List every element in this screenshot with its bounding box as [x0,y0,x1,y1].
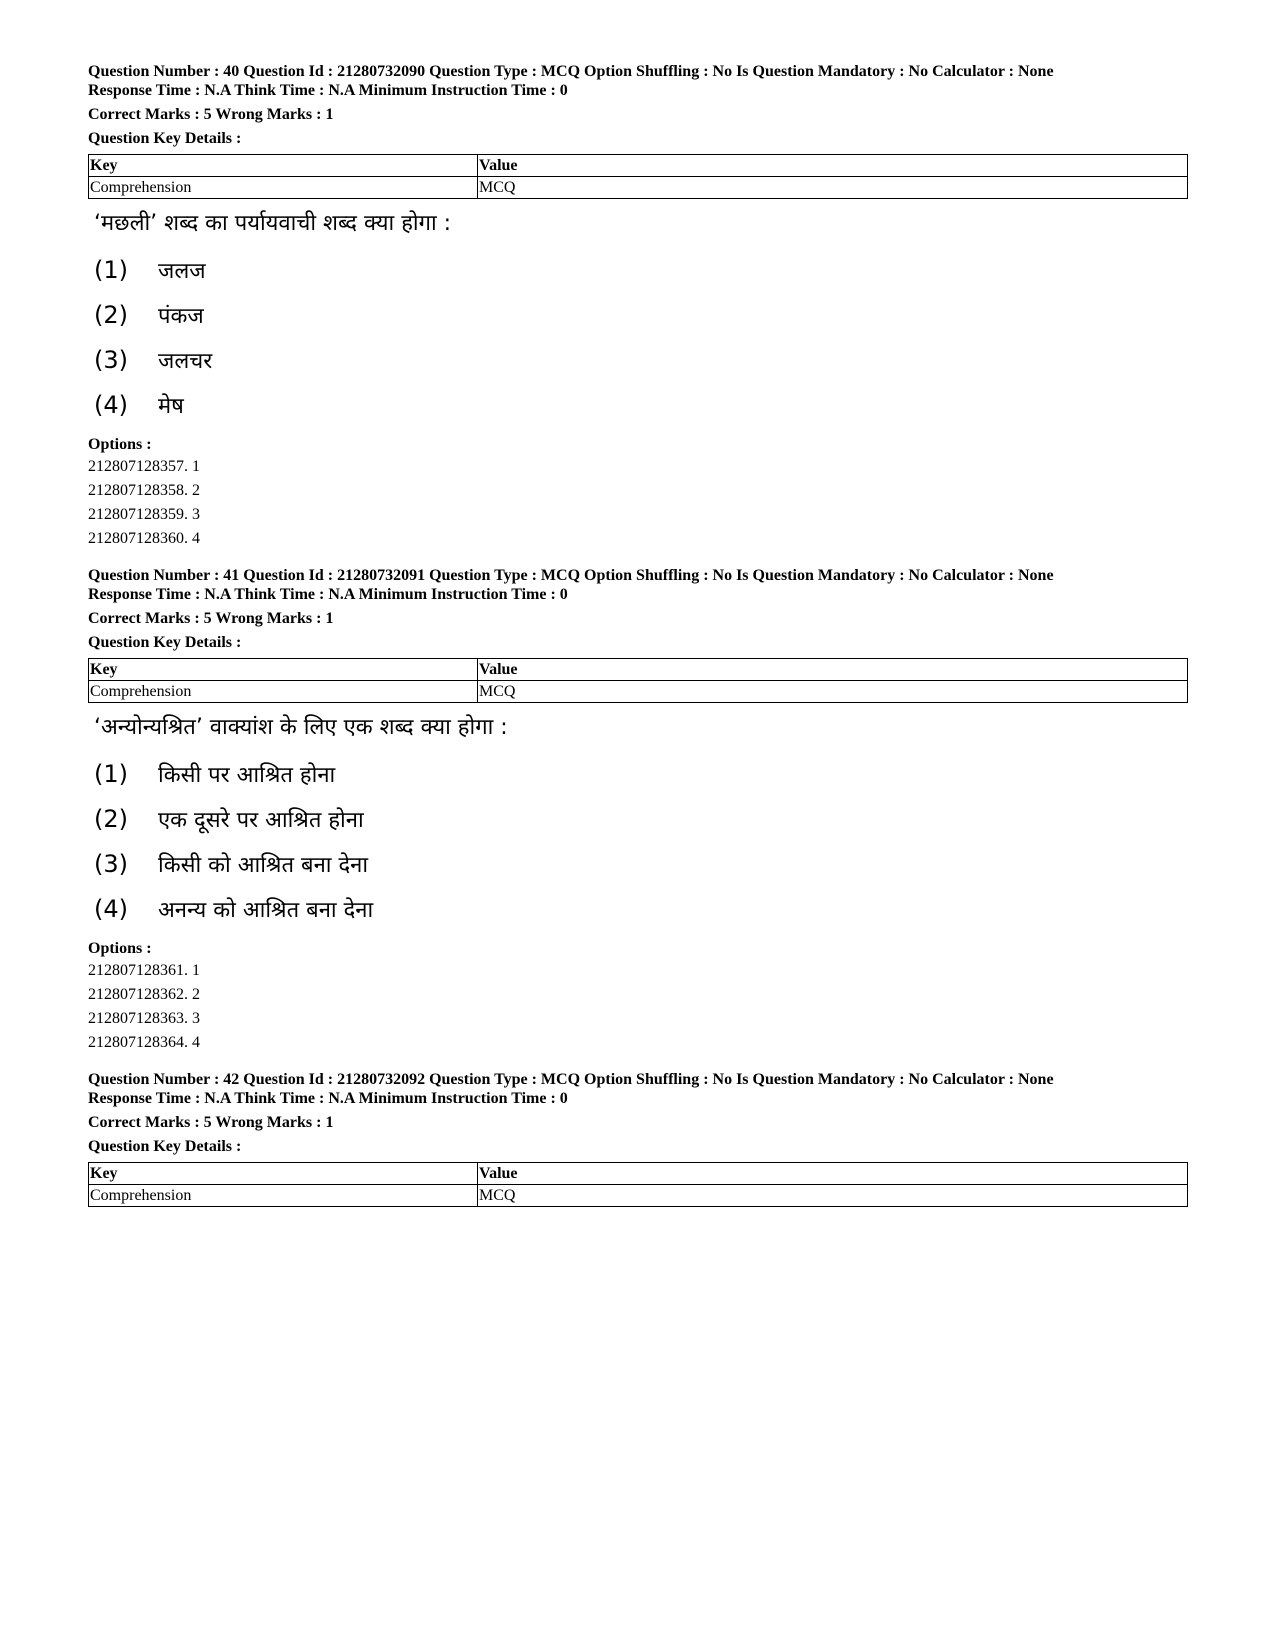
choice-number: (3) [94,345,128,374]
options-label: Options : [88,436,152,453]
choice-text: मेष [158,393,184,419]
question-marks-line: Correct Marks : 5 Wrong Marks : 1 [88,610,334,627]
question-key-details-label: Question Key Details : [88,1138,242,1155]
choice-text: पंकज [158,303,204,329]
question-timing-line: Response Time : N.A Think Time : N.A Minimum Instruction Time : 0 [88,82,568,99]
table-cell-key: Comprehension [89,177,478,199]
table-header-row [89,659,1188,681]
choice-item [94,841,1188,886]
question-block-42 [88,1070,1188,1207]
choice-number: (4) [94,894,128,923]
choice-text: जलचर [158,348,213,374]
option-line: 212807128363. 3 [88,1010,200,1027]
question-marks-line: Correct Marks : 5 Wrong Marks : 1 [88,1114,334,1131]
choice-item [94,382,1188,427]
table-header-key: Key [89,659,478,681]
question-meta-line: Question Number : 40 Question Id : 21280732090 Question Type : MCQ Option Shuffling : No Is Question Mandatory : No Calculator : None [88,63,1054,80]
table-header-value: Value [478,1163,1188,1185]
choice-item [94,886,1188,931]
option-line: 212807128358. 2 [88,482,200,499]
table-row [89,681,1188,703]
question-key-table [88,1162,1188,1207]
table-cell-value: MCQ [478,681,1188,703]
choice-number: (1) [94,255,128,284]
question-meta-line: Question Number : 42 Question Id : 21280732092 Question Type : MCQ Option Shuffling : No Is Question Mandatory : No Calculator : None [88,1071,1054,1088]
table-header-key: Key [89,155,478,177]
choice-number: (2) [94,804,128,833]
table-header-value: Value [478,155,1188,177]
question-stem: ‘अन्योन्यश्रित’ वाक्यांश के लिए एक शब्द क्या होगा : [94,715,508,740]
question-block-40 [88,62,1188,551]
choice-number: (1) [94,759,128,788]
choice-item [94,337,1188,382]
choice-number: (3) [94,849,128,878]
table-cell-value: MCQ [478,177,1188,199]
table-row [89,1185,1188,1207]
question-stem: ‘मछली’ शब्द का पर्यायवाची शब्द क्या होगा : [94,211,452,236]
choice-text: किसी पर आश्रित होना [158,762,336,788]
table-header-key: Key [89,1163,478,1185]
table-cell-value: MCQ [478,1185,1188,1207]
choice-text: अनन्य को आश्रित बना देना [158,897,374,923]
table-cell-key: Comprehension [89,1185,478,1207]
option-line: 212807128360. 4 [88,530,200,547]
choice-number: (2) [94,300,128,329]
options-label: Options : [88,940,152,957]
option-line: 212807128361. 1 [88,962,200,979]
option-line: 212807128357. 1 [88,458,200,475]
choice-text: जलज [158,258,206,284]
option-line: 212807128364. 4 [88,1034,200,1051]
question-marks-line: Correct Marks : 5 Wrong Marks : 1 [88,106,334,123]
question-timing-line: Response Time : N.A Think Time : N.A Minimum Instruction Time : 0 [88,1090,568,1107]
option-line: 212807128359. 3 [88,506,200,523]
question-block-41 [88,566,1188,1055]
table-header-row [89,1163,1188,1185]
question-key-table [88,658,1188,703]
option-line: 212807128362. 2 [88,986,200,1003]
choice-item [94,247,1188,292]
choice-text: एक दूसरे पर आश्रित होना [158,807,364,833]
table-header-value: Value [478,659,1188,681]
choice-item [94,751,1188,796]
question-key-details-label: Question Key Details : [88,130,242,147]
choice-text: किसी को आश्रित बना देना [158,852,369,878]
table-row [89,177,1188,199]
question-timing-line: Response Time : N.A Think Time : N.A Minimum Instruction Time : 0 [88,586,568,603]
choice-item [94,796,1188,841]
choice-number: (4) [94,390,128,419]
table-header-row [89,155,1188,177]
question-meta-line: Question Number : 41 Question Id : 21280732091 Question Type : MCQ Option Shuffling : No Is Question Mandatory : No Calculator : None [88,567,1054,584]
choice-item [94,292,1188,337]
table-cell-key: Comprehension [89,681,478,703]
question-key-details-label: Question Key Details : [88,634,242,651]
question-key-table [88,154,1188,199]
